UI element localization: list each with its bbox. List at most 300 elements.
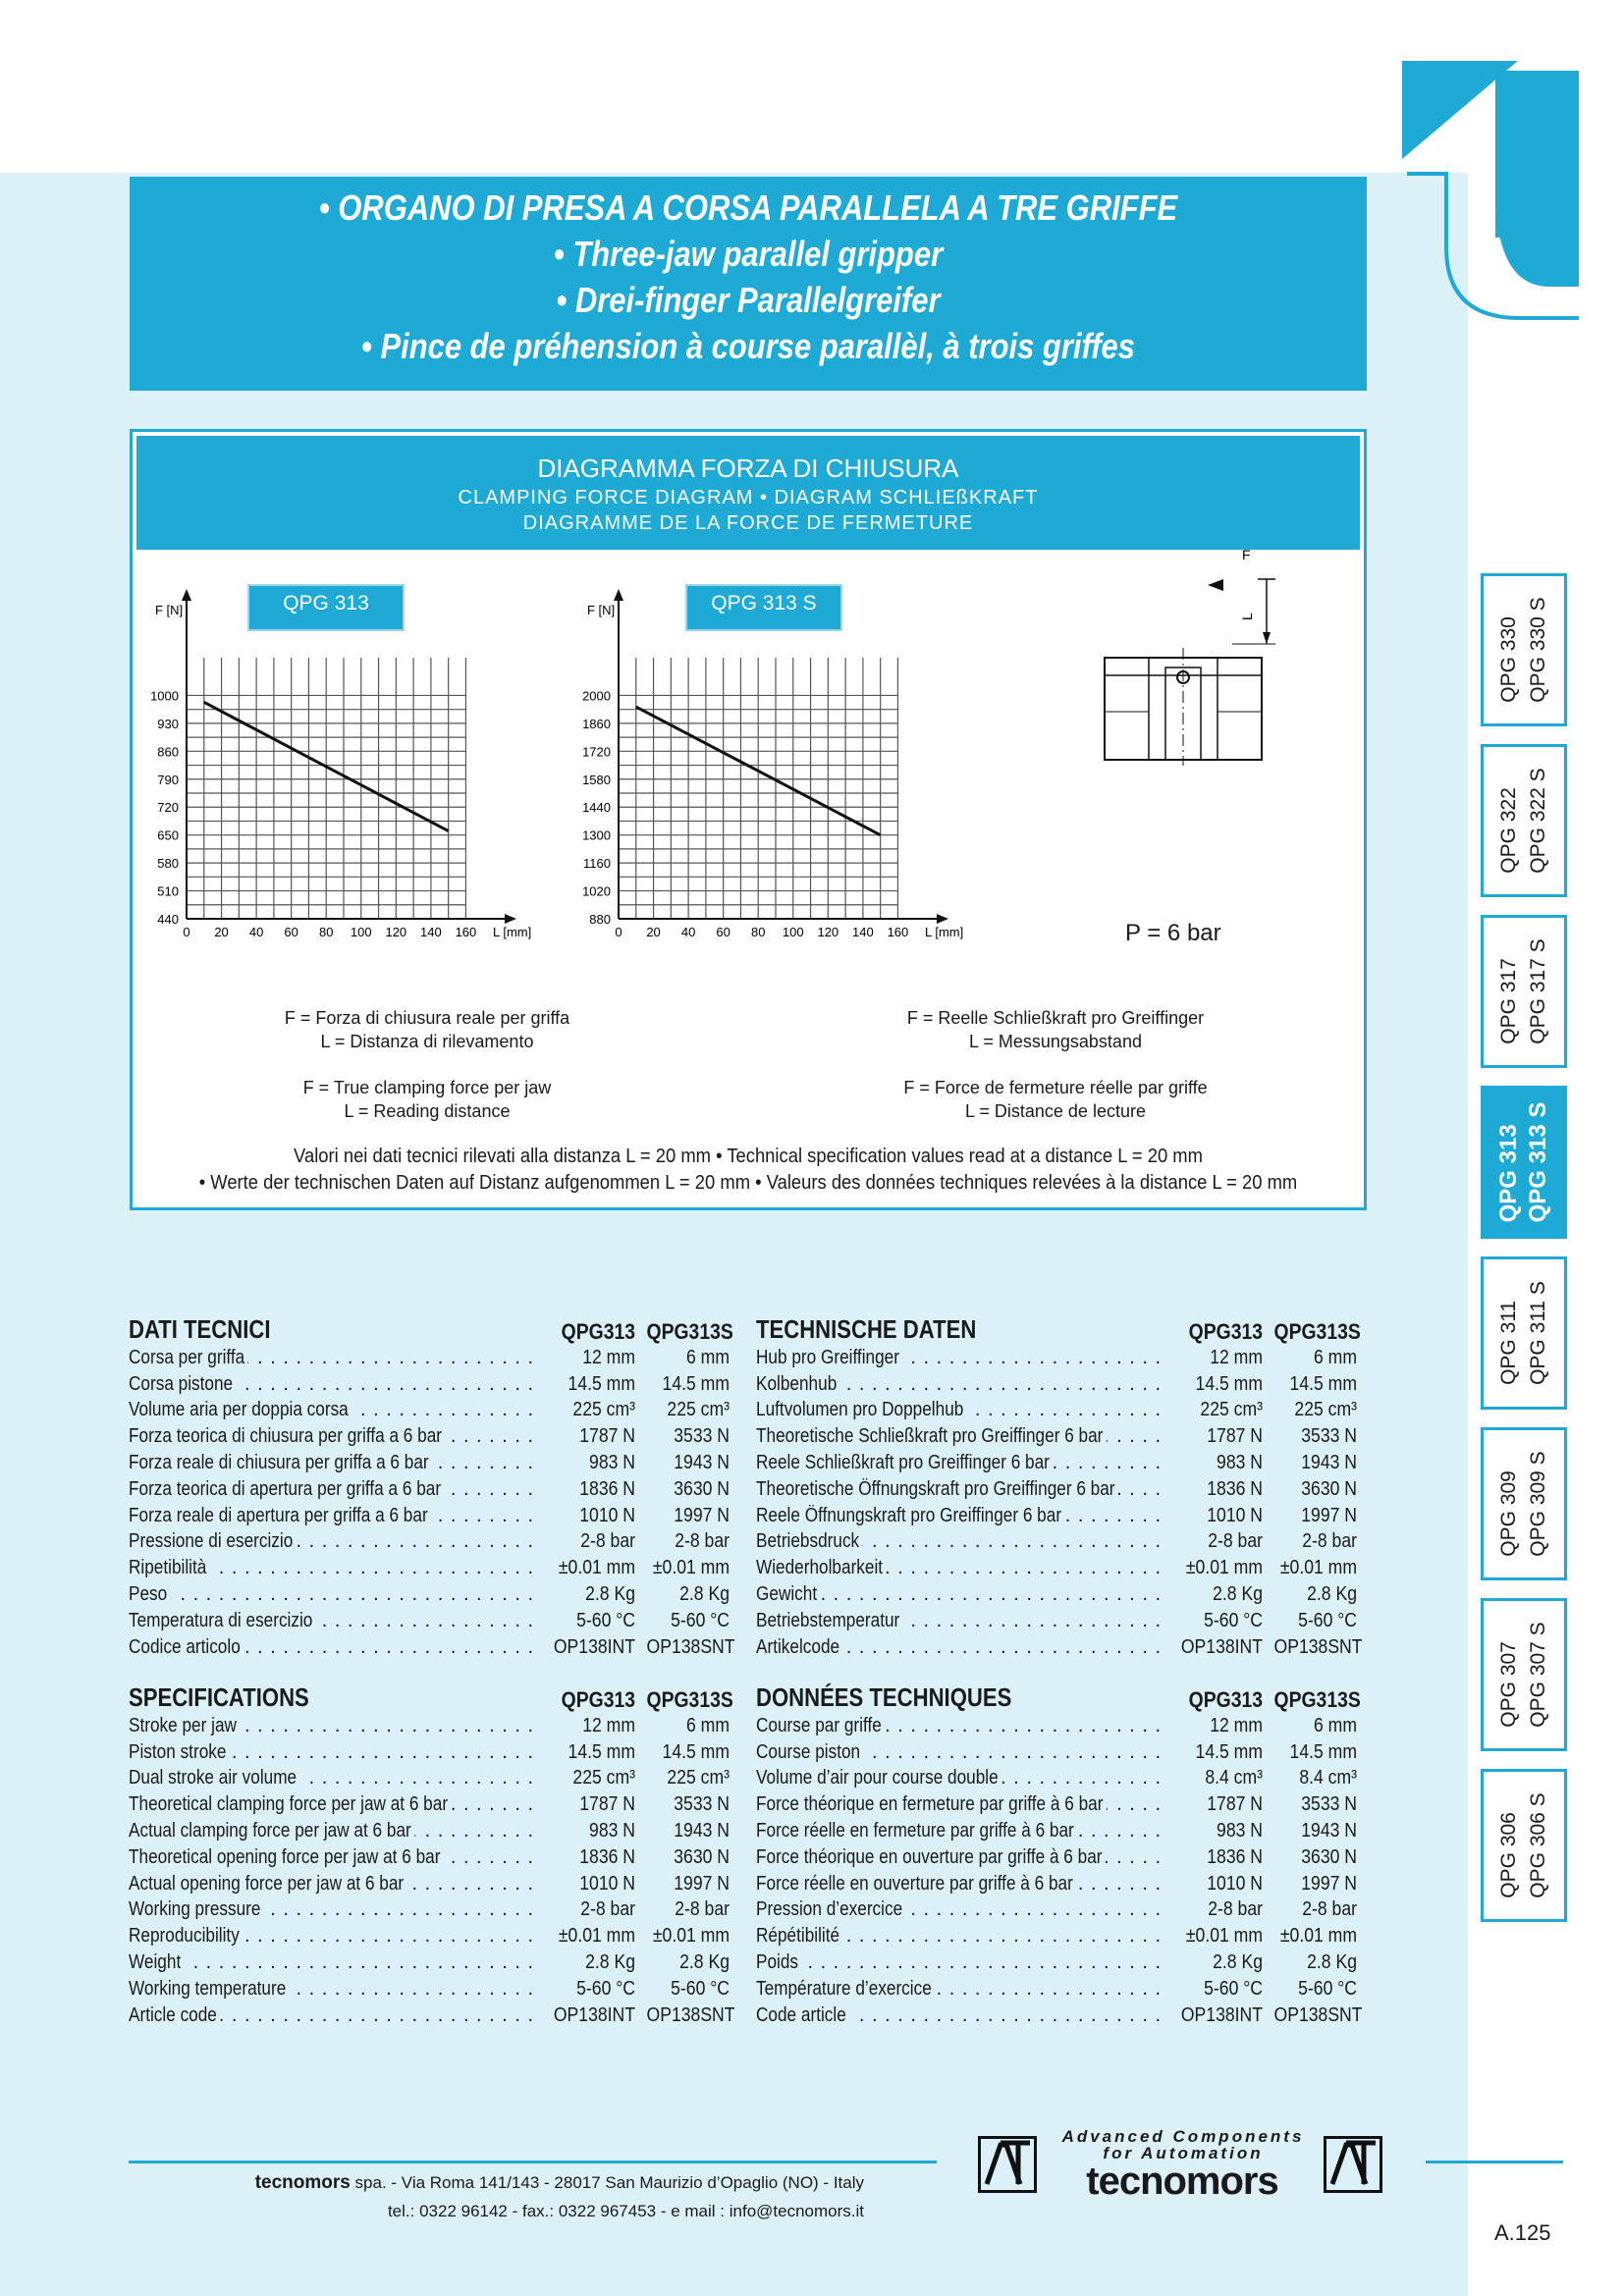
- y-tick-label: 580: [157, 856, 179, 872]
- spec-label-cell: [129, 1399, 541, 1421]
- spec-label: Forza teorica di chiusura per griffa a 6 bar: [129, 1425, 445, 1448]
- spec-label-cell: [756, 1452, 1168, 1474]
- spec-row: [129, 1555, 730, 1581]
- spec-label: Theoretical clamping force per jaw at 6 bar: [129, 1793, 451, 1816]
- spec-value-1: 225 cm³: [572, 1399, 635, 1421]
- spec-value-1: 12 mm: [1210, 1714, 1263, 1736]
- legend-english: [231, 1076, 623, 1123]
- x-axis-label: L [mm]: [493, 925, 532, 939]
- spec-col-1: QPG313: [1188, 1687, 1263, 1712]
- spec-label: Pressione di esercizio: [129, 1530, 297, 1553]
- spec-label: Weight: [129, 1951, 185, 1974]
- spec-label: Artikelcode: [756, 1636, 843, 1659]
- spec-value-2: 225 cm³: [667, 1767, 730, 1789]
- spec-value-2: 2.8 Kg: [679, 1951, 730, 1974]
- spec-row: [129, 1371, 730, 1398]
- product-tab[interactable]: [1481, 915, 1567, 1068]
- spec-value-2: 2.8 Kg: [1307, 1583, 1357, 1606]
- spec-table-french: [756, 1680, 1363, 2029]
- spec-label-cell: [129, 1793, 541, 1816]
- brand-tagline-2: for Automation: [1103, 2144, 1264, 2163]
- spec-table-italian: [129, 1311, 735, 1661]
- spec-label-cell: [129, 1557, 541, 1579]
- company-contacts: tel.: 0322 96142 - fax.: 0322 967453 - e mail : info@tecnomors.it: [387, 2202, 864, 2220]
- spec-value-2: OP138SNT: [646, 2003, 735, 2026]
- tab-label-1: QPG 306: [1497, 1812, 1520, 1898]
- y-tick-label: 1860: [582, 716, 611, 731]
- spec-row: [129, 1345, 730, 1371]
- address-line: spa. - Via Roma 141/143 - 28017 San Maurizio d’Opaglio (NO) - Italy: [350, 2173, 864, 2192]
- tab-label-2: QPG 330 S: [1527, 597, 1549, 703]
- spec-value-2: 2-8 bar: [1302, 1898, 1357, 1921]
- y-axis-label: F [N]: [155, 603, 184, 617]
- spec-label-cell: [129, 1373, 541, 1396]
- x-tick-label: 80: [318, 925, 334, 939]
- spec-row: [756, 1450, 1357, 1476]
- chart-2-title: QPG 313 S: [685, 584, 842, 631]
- spec-label: Working pressure: [129, 1898, 264, 1921]
- spec-label-cell: [756, 1793, 1168, 1816]
- spec-value-2: ±0.01 mm: [1279, 1557, 1357, 1579]
- spec-label-cell: [756, 1820, 1168, 1842]
- spec-label: Forza reale di chiusura per griffa a 6 bar: [129, 1452, 432, 1474]
- legend-german: [859, 1006, 1252, 1053]
- spec-value-2: 14.5 mm: [662, 1740, 730, 1763]
- spec-row: [129, 1923, 730, 1949]
- spec-value-1: 983 N: [1217, 1452, 1263, 1474]
- legend-en-l: L = Reading distance: [344, 1101, 511, 1121]
- spec-value-1: 2.8 Kg: [585, 1583, 635, 1606]
- x-axis-label: L [mm]: [925, 925, 964, 939]
- x-axis-arrow: [937, 914, 948, 924]
- tab-labels: [1494, 1792, 1553, 1897]
- diagram-title: DIAGRAMMA FORZA DI CHIUSURA: [537, 454, 959, 483]
- spec-label: Volume d’air pour course double: [756, 1767, 1001, 1789]
- spec-value-1: 1787 N: [579, 1425, 635, 1448]
- legend-it-f: F = Forza di chiusura reale per griffa: [284, 1008, 570, 1028]
- sketch-force-label: F: [1242, 550, 1251, 562]
- spec-label-cell: [129, 1898, 541, 1921]
- spec-value-1: 225 cm³: [1200, 1399, 1263, 1421]
- spec-value-2: 1997 N: [1301, 1872, 1357, 1895]
- spec-value-2: 1997 N: [674, 1504, 730, 1526]
- tab-labels: [1494, 1451, 1553, 1556]
- spec-value-1: 2.8 Kg: [1213, 1951, 1263, 1974]
- sketch-distance-label: L: [1239, 613, 1255, 620]
- spec-row: [129, 1476, 730, 1503]
- spec-row: [756, 1476, 1357, 1503]
- spec-row: [756, 1818, 1357, 1844]
- spec-value-1: ±0.01 mm: [1185, 1925, 1263, 1948]
- x-tick-label: 20: [214, 925, 229, 939]
- spec-value-1: 1836 N: [1207, 1845, 1263, 1868]
- spec-label: Actual clamping force per jaw at 6 bar: [129, 1820, 414, 1842]
- x-tick-label: 100: [782, 925, 804, 939]
- y-tick-label: 650: [157, 828, 179, 843]
- spec-label: Volume aria per doppia corsa: [129, 1399, 352, 1421]
- spec-value-1: 14.5 mm: [1195, 1372, 1263, 1395]
- spec-value-2: 3630 N: [674, 1845, 730, 1868]
- tab-label-1: QPG 311: [1497, 1300, 1520, 1385]
- spec-value-2: 1943 N: [1301, 1452, 1357, 1474]
- spec-value-2: 1997 N: [1301, 1504, 1357, 1526]
- spec-label: Hub pro Greiffinger: [756, 1347, 902, 1369]
- y-tick-label: 930: [157, 716, 179, 731]
- y-tick-label: 1300: [582, 828, 611, 843]
- spec-label: Force réelle en fermeture par griffe à 6 bar: [756, 1820, 1077, 1842]
- spec-value-1: OP138INT: [1180, 1635, 1263, 1658]
- spec-value-2: 6 mm: [686, 1714, 730, 1736]
- y-tick-label: 1000: [150, 688, 179, 704]
- spec-label: Course piston: [756, 1741, 864, 1764]
- spec-value-1: 12 mm: [582, 1346, 635, 1368]
- brand-tagline-1: Advanced Components: [1061, 2127, 1305, 2146]
- spec-value-1: 1787 N: [1207, 1425, 1263, 1448]
- chart-1-title: QPG 313: [247, 584, 405, 631]
- spec-label: Piston stroke: [129, 1741, 230, 1764]
- y-tick-label: 720: [157, 800, 179, 816]
- measurement-note-2: • Werte der technischen Daten auf Distanz aufgenommen L = 20 mm • Valeurs des données techniques relevées à la distance L = 20 mm: [198, 1172, 1298, 1194]
- spec-value-2: OP138SNT: [1273, 2003, 1363, 2026]
- x-tick-label: 0: [183, 925, 190, 939]
- y-axis-label: F [N]: [587, 603, 616, 617]
- legend-french: [859, 1076, 1252, 1123]
- spec-label: Wiederholbarkeit: [756, 1557, 887, 1579]
- spec-label-cell: [129, 1530, 541, 1553]
- spec-value-1: 2-8 bar: [580, 1530, 635, 1553]
- spec-label: Betriebsdruck: [756, 1530, 863, 1553]
- spec-label: Répétibilité: [756, 1925, 843, 1948]
- spec-label-cell: [129, 1425, 541, 1448]
- spec-value-2: 3533 N: [674, 1425, 730, 1448]
- diagram-subtitle-1: CLAMPING FORCE DIAGRAM • DIAGRAM SCHLIEßKRAFT: [458, 487, 1039, 508]
- spec-row: [756, 2002, 1363, 2029]
- spec-label: Ripetibilità: [129, 1557, 210, 1579]
- spec-value-2: 3533 N: [1301, 1425, 1357, 1448]
- spec-title: DATI TECNICI: [129, 1314, 271, 1344]
- spec-value-1: 2.8 Kg: [585, 1951, 635, 1974]
- x-tick-label: 140: [420, 925, 442, 939]
- tab-label-2: QPG 317 S: [1527, 938, 1549, 1044]
- spec-label-cell: [129, 1741, 541, 1764]
- spec-label: Working temperature: [129, 1978, 290, 2001]
- spec-title: SPECIFICATIONS: [129, 1682, 309, 1712]
- spec-row: [756, 1923, 1357, 1949]
- x-tick-label: 0: [615, 925, 622, 939]
- product-tab[interactable]: [1481, 744, 1567, 897]
- spec-value-1: 1836 N: [579, 1477, 635, 1500]
- legend-italian: [231, 1006, 623, 1053]
- spec-value-1: 1836 N: [1207, 1477, 1263, 1500]
- tecnomors-t-logo: [1402, 61, 1579, 338]
- spec-row: [756, 1608, 1357, 1634]
- y-tick-label: 1160: [583, 856, 611, 872]
- spec-value-2: 225 cm³: [1294, 1399, 1357, 1421]
- spec-label: Reproducibility: [129, 1925, 243, 1948]
- spec-row: [129, 1818, 730, 1844]
- spec-label: Pression d’exercice: [756, 1898, 906, 1921]
- tab-labels: [1494, 1281, 1553, 1385]
- spec-value-2: ±0.01 mm: [652, 1557, 730, 1579]
- spec-value-1: 983 N: [1217, 1820, 1263, 1842]
- spec-label-cell: [129, 1478, 541, 1501]
- x-tick-label: 40: [248, 925, 264, 939]
- spec-row: [129, 1791, 730, 1818]
- spec-value-1: 1010 N: [579, 1504, 635, 1526]
- spec-value-2: 2-8 bar: [675, 1898, 730, 1921]
- spec-header: [756, 1311, 1361, 1345]
- spec-label-cell: [756, 1399, 1168, 1421]
- product-tab[interactable]: [1481, 573, 1567, 726]
- spec-label-cell: [129, 1347, 541, 1369]
- spec-value-1: 2.8 Kg: [1213, 1583, 1263, 1606]
- legend-it-l: L = Distanza di rilevamento: [320, 1032, 534, 1051]
- tab-label-1: QPG 307: [1497, 1641, 1520, 1728]
- page-number: A.125: [1494, 2220, 1551, 2245]
- y-tick-label: 1020: [582, 883, 611, 899]
- spec-label-cell: [756, 2004, 1168, 2027]
- spec-label-cell: [129, 1636, 541, 1659]
- tab-labels: [1494, 597, 1553, 702]
- spec-label-cell: [129, 1846, 541, 1869]
- tab-labels: [1494, 768, 1553, 873]
- spec-row: [129, 1766, 730, 1792]
- at-logo-left: [978, 2136, 1037, 2193]
- x-tick-label: 160: [887, 925, 909, 939]
- clamping-force-chart-qpg313s: [565, 589, 977, 942]
- spec-value-2: 3533 N: [1301, 1793, 1357, 1816]
- y-axis-arrow: [182, 589, 191, 601]
- spec-label: Force théorique en ouverture par griffe à 6 bar: [756, 1846, 1106, 1869]
- y-tick-label: 1440: [582, 800, 611, 816]
- footer-rule-right: [1426, 2161, 1563, 2163]
- spec-row: [129, 1450, 730, 1476]
- spec-row: [756, 1766, 1357, 1792]
- spec-label-cell: [756, 1347, 1168, 1369]
- spec-row: [756, 1529, 1357, 1556]
- x-tick-label: 80: [750, 925, 766, 939]
- spec-label-cell: [756, 1978, 1168, 2001]
- spec-label-cell: [756, 1557, 1168, 1579]
- spec-label: Dual stroke air volume: [129, 1767, 300, 1789]
- product-tab[interactable]: [1481, 1427, 1567, 1580]
- x-tick-label: 40: [680, 925, 696, 939]
- spec-value-1: ±0.01 mm: [1185, 1557, 1263, 1579]
- spec-row: [756, 1844, 1357, 1871]
- spec-value-2: 6 mm: [686, 1346, 730, 1368]
- spec-row: [129, 1398, 730, 1424]
- spec-value-2: 2-8 bar: [1302, 1530, 1357, 1553]
- tab-label-1: QPG 309: [1497, 1470, 1520, 1557]
- spec-value-2: 3630 N: [1301, 1845, 1357, 1868]
- x-tick-label: 20: [646, 925, 661, 939]
- spec-label: Codice articolo: [129, 1636, 243, 1659]
- title-line-en: • Three-jaw parallel gripper: [553, 234, 944, 274]
- spec-label-cell: [756, 1425, 1168, 1448]
- y-tick-label: 860: [157, 744, 179, 760]
- spec-label-cell: [756, 1636, 1168, 1659]
- spec-label: Force théorique en fermeture par griffe à 6 bar: [756, 1793, 1107, 1816]
- product-tab[interactable]: [1481, 1086, 1567, 1239]
- x-tick-label: 120: [385, 925, 407, 939]
- spec-label-cell: [756, 1583, 1168, 1606]
- spec-value-1: ±0.01 mm: [558, 1925, 635, 1948]
- spec-col-1: QPG313: [561, 1687, 635, 1712]
- spec-row: [756, 1897, 1357, 1924]
- spec-row: [129, 1634, 735, 1661]
- spec-label-cell: [756, 1610, 1168, 1632]
- spec-value-2: 8.4 cm³: [1299, 1767, 1357, 1789]
- product-tab[interactable]: [1481, 1769, 1567, 1922]
- y-tick-label: 440: [157, 912, 179, 927]
- spec-value-2: 3630 N: [674, 1477, 730, 1500]
- spec-value-1: 14.5 mm: [1195, 1740, 1263, 1763]
- spec-value-1: 1010 N: [579, 1872, 635, 1895]
- spec-label-cell: [756, 1530, 1168, 1553]
- spec-label: Reele Öffnungskraft pro Greiffinger 6 bar: [756, 1505, 1064, 1527]
- spec-value-2: 2.8 Kg: [1307, 1951, 1357, 1974]
- spec-value-2: 3533 N: [674, 1793, 730, 1816]
- product-tab[interactable]: [1481, 1256, 1567, 1410]
- spec-value-2: 14.5 mm: [1289, 1740, 1357, 1763]
- x-tick-label: 120: [817, 925, 839, 939]
- spec-value-2: 5-60 °C: [1298, 1609, 1357, 1631]
- spec-row: [756, 1949, 1357, 1976]
- spec-label: Theoretische Schließkraft pro Greiffinger 6 bar: [756, 1425, 1107, 1448]
- spec-label-cell: [756, 1846, 1168, 1869]
- title-line-fr: • Pince de préhension à course parallèl, à trois griffes: [360, 326, 1135, 366]
- spec-value-1: ±0.01 mm: [558, 1557, 635, 1579]
- x-axis-arrow: [505, 914, 516, 924]
- spec-value-1: OP138INT: [553, 2003, 635, 2026]
- spec-label: Course par griffe: [756, 1715, 885, 1737]
- y-axis-arrow: [614, 589, 623, 601]
- spec-value-1: 12 mm: [582, 1714, 635, 1736]
- spec-label: Poids: [756, 1951, 801, 1974]
- spec-col-1: QPG313: [561, 1319, 635, 1344]
- spec-label-cell: [129, 1767, 541, 1789]
- spec-value-1: 1010 N: [1207, 1872, 1263, 1895]
- spec-col-2: QPG313S: [1273, 1687, 1361, 1712]
- spec-row: [756, 1976, 1357, 2002]
- spec-value-1: 1010 N: [1207, 1504, 1263, 1526]
- spec-label-cell: [756, 1741, 1168, 1764]
- tab-label-2: QPG 311 S: [1527, 1281, 1549, 1385]
- product-tab[interactable]: [1481, 1598, 1567, 1751]
- y-tick-label: 790: [157, 772, 179, 787]
- spec-value-2: 2-8 bar: [675, 1530, 730, 1553]
- company-name: tecnomors: [254, 2172, 351, 2193]
- title-line-de: • Drei-finger Parallelgreifer: [556, 280, 941, 320]
- spec-label: Reele Schließkraft pro Greiffinger 6 bar: [756, 1452, 1053, 1474]
- spec-label: Gewicht: [756, 1583, 821, 1606]
- spec-label: Luftvolumen pro Doppelhub: [756, 1399, 967, 1421]
- spec-header: [756, 1680, 1361, 1713]
- legend-de-f: F = Reelle Schließkraft pro Greiffinger: [906, 1008, 1205, 1028]
- title-line-it: • ORGANO DI PRESA A CORSA PARALLELA A TRE GRIFFE: [318, 187, 1178, 228]
- spec-value-1: 2-8 bar: [1208, 1898, 1263, 1921]
- spec-label: Corsa pistone: [129, 1373, 237, 1396]
- tab-label-1: QPG 313: [1495, 1124, 1522, 1223]
- spec-value-1: 12 mm: [1210, 1346, 1263, 1368]
- spec-row: [756, 1423, 1357, 1450]
- spec-row: [129, 1608, 730, 1634]
- spec-row: [129, 1713, 730, 1739]
- spec-col-2: QPG313S: [646, 1319, 733, 1344]
- spec-row: [756, 1398, 1357, 1424]
- spec-row: [756, 1371, 1357, 1398]
- spec-table-english: [129, 1680, 735, 2029]
- spec-label-cell: [756, 1873, 1168, 1896]
- tab-label-2: QPG 322 S: [1527, 768, 1549, 874]
- tab-label-1: QPG 330: [1497, 616, 1520, 703]
- spec-value-1: 225 cm³: [572, 1767, 635, 1789]
- spec-label: Actual opening force per jaw at 6 bar: [129, 1873, 407, 1896]
- spec-label-cell: [756, 1898, 1168, 1921]
- spec-label-cell: [129, 1925, 541, 1948]
- tab-label-2: QPG 313 S: [1525, 1101, 1551, 1223]
- spec-title: DONNÉES TECHNIQUES: [756, 1682, 1012, 1712]
- spec-row: [756, 1713, 1357, 1739]
- y-tick-label: 1580: [582, 772, 611, 787]
- spec-row: [129, 1976, 730, 2002]
- x-tick-label: 160: [455, 925, 477, 939]
- spec-label-cell: [129, 1951, 541, 1974]
- spec-row: [129, 2002, 735, 2029]
- spec-label: Corsa per griffa: [129, 1347, 248, 1369]
- y-tick-label: 880: [589, 912, 611, 927]
- tab-label-2: QPG 306 S: [1527, 1792, 1549, 1898]
- spec-value-1: 5-60 °C: [576, 1609, 635, 1631]
- spec-row: [129, 1844, 730, 1871]
- spec-value-2: 5-60 °C: [671, 1609, 730, 1631]
- spec-label-cell: [756, 1373, 1168, 1396]
- spec-header: [129, 1311, 733, 1345]
- footer-rule-left: [129, 2161, 937, 2163]
- spec-label-cell: [129, 1978, 541, 2001]
- spec-label: Peso: [129, 1583, 171, 1606]
- spec-header: [129, 1680, 733, 1713]
- spec-value-1: 14.5 mm: [568, 1372, 635, 1395]
- legend-en-f: F = True clamping force per jaw: [302, 1078, 552, 1097]
- legend-fr-f: F = Force de fermeture réelle par griffe: [903, 1078, 1208, 1097]
- spec-row: [756, 1555, 1357, 1581]
- spec-value-2: 2.8 Kg: [679, 1583, 730, 1606]
- spec-row: [756, 1634, 1363, 1661]
- y-tick-label: 510: [157, 883, 179, 899]
- spec-row: [129, 1949, 730, 1976]
- spec-label: Température d’exercice: [756, 1978, 935, 2001]
- spec-value-1: 2-8 bar: [1208, 1530, 1263, 1553]
- spec-label-cell: [129, 1715, 541, 1737]
- spec-value-2: 6 mm: [1314, 1714, 1357, 1736]
- spec-label: Code article: [756, 2004, 849, 2027]
- diagram-heading: [136, 436, 1360, 550]
- spec-title: TECHNISCHE DATEN: [756, 1314, 977, 1344]
- spec-row: [756, 1503, 1357, 1529]
- y-tick-label: 2000: [582, 688, 611, 704]
- spec-row: [129, 1503, 730, 1529]
- tab-label-2: QPG 309 S: [1527, 1451, 1549, 1557]
- spec-value-2: 6 mm: [1314, 1346, 1357, 1368]
- spec-value-1: 2-8 bar: [580, 1898, 635, 1921]
- spec-col-1: QPG313: [1188, 1319, 1263, 1344]
- spec-label: Forza teorica di apertura per griffa a 6 bar: [129, 1478, 444, 1501]
- spec-label: Article code: [129, 2004, 220, 2027]
- spec-label-cell: [129, 1583, 541, 1606]
- spec-label-cell: [129, 1505, 541, 1527]
- spec-label: Temperatura di esercizio: [129, 1610, 316, 1632]
